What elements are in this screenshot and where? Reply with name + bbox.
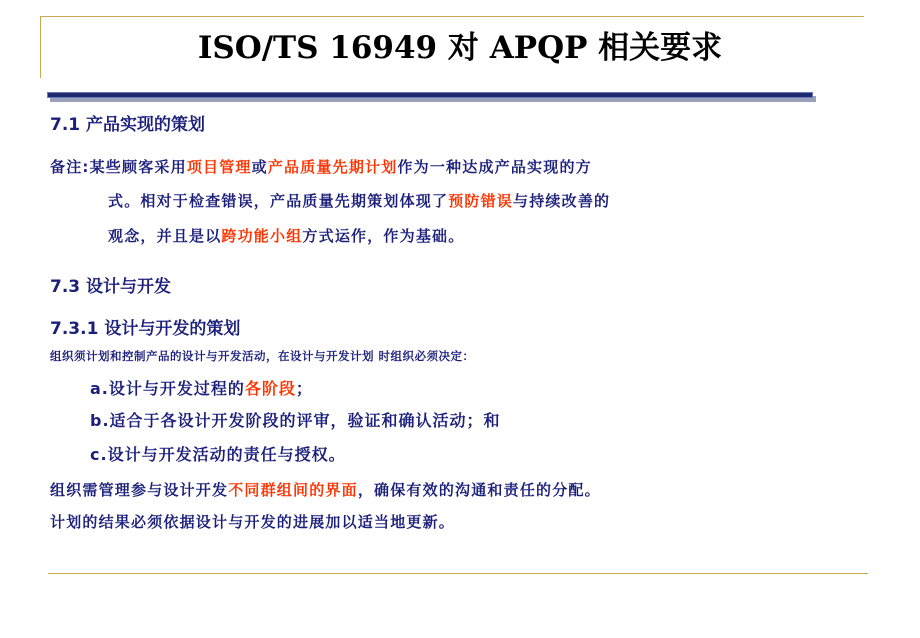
note-text: 与持续改善的 bbox=[513, 192, 611, 210]
heading-7-1: 7.1 产品实现的策划 bbox=[50, 115, 206, 135]
note-text: 式。相对于检查错误，产品质量先期策划体现了 bbox=[108, 192, 449, 210]
note-text: 观念，并且是以 bbox=[108, 227, 222, 245]
interface-text bbox=[50, 479, 601, 500]
item-b: b.适合于各设计开发阶段的评审，验证和确认活动；和 bbox=[90, 411, 501, 430]
note-text: 作为一种达成产品实现的方 bbox=[397, 158, 592, 176]
org-plan-text: 组织须计划和控制产品的设计与开发活动，在设计与开发计划 时组织必须决定： bbox=[50, 349, 475, 363]
item-a-end: ； bbox=[295, 379, 313, 398]
frame-bottom-border bbox=[48, 573, 868, 574]
item-a-text: a.设计与开发过程的 bbox=[90, 379, 245, 398]
note-line-2 bbox=[108, 190, 610, 211]
note-text: 方式运作，作为基础。 bbox=[302, 227, 465, 245]
highlight-error-prevention: 预防错误 bbox=[448, 192, 514, 210]
item-a bbox=[90, 376, 313, 399]
interface-pre: 组织需管理参与设计开发 bbox=[50, 481, 229, 499]
highlight-group-interface: 不同群组间的界面 bbox=[228, 481, 358, 499]
item-c: c.设计与开发活动的责任与授权。 bbox=[90, 445, 346, 464]
frame-top-border bbox=[40, 16, 864, 17]
note-line-3 bbox=[108, 225, 464, 246]
highlight-stages: 各阶段 bbox=[244, 379, 296, 398]
interface-post: ，确保有效的沟通和责任的分配。 bbox=[357, 481, 601, 499]
heading-7-3: 7.3 设计与开发 bbox=[50, 277, 172, 297]
title-rule bbox=[47, 92, 813, 98]
slide-title: ISO/TS 16949 对 APQP 相关要求 bbox=[197, 30, 723, 66]
note-text: 或 bbox=[251, 158, 268, 176]
highlight-cross-functional-team: 跨功能小组 bbox=[221, 227, 303, 245]
update-text: 计划的结果必须依据设计与开发的进展加以适当地更新。 bbox=[50, 513, 456, 531]
note-text: 某些顾客采用 bbox=[89, 158, 187, 176]
note-line-1 bbox=[50, 156, 592, 177]
highlight-apqp: 产品质量先期计划 bbox=[267, 158, 398, 176]
highlight-project-management: 项目管理 bbox=[186, 158, 252, 176]
note-prefix: 备注: bbox=[50, 158, 90, 176]
heading-7-3-1: 7.3.1 设计与开发的策划 bbox=[50, 319, 241, 339]
